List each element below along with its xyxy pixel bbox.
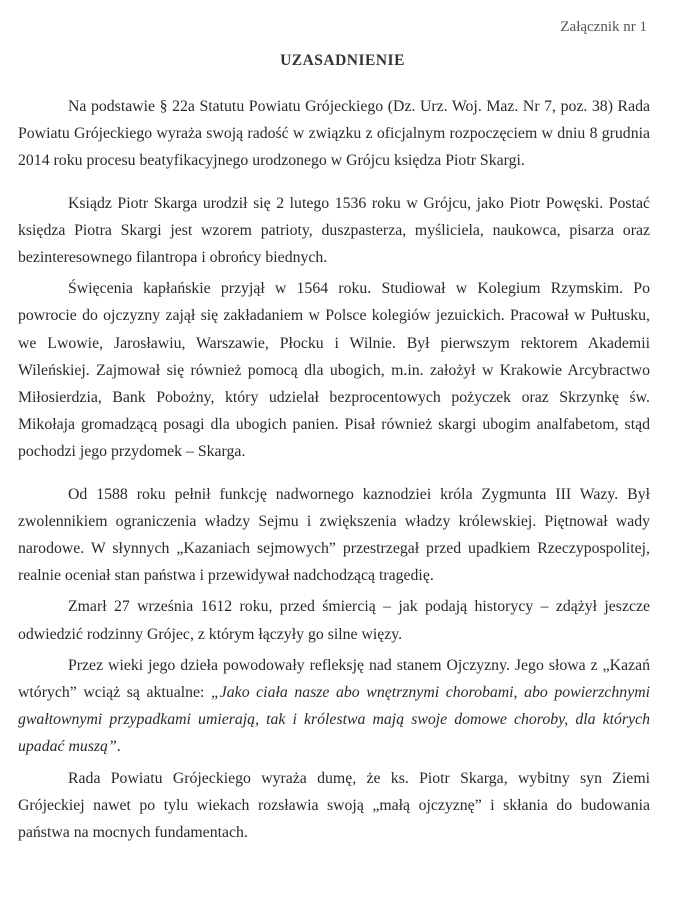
paragraph-legacy — [18, 652, 650, 761]
annex-label: Załącznik nr 1 — [560, 19, 647, 35]
document-body — [18, 93, 650, 846]
paragraph-intro: Na podstawie § 22a Statutu Powiatu Grójeckiego (Dz. Urz. Woj. Maz. Nr 7, poz. 38) Rada Powiatu Grójeckiego wyraża swoją radość w związku z oficjalnym rozpoczęciem w dniu 8 grudnia 2014 roku procesu beatyfikacyjnego urodzonego w Grójcu księdza Piotr Skargi. — [18, 98, 650, 170]
paragraph-preacher: Od 1588 roku pełnił funkcję nadwornego kaznodziei króla Zygmunta III Wazy. Był zwolennikiem ograniczenia władzy Sejmu i zwiększenia władzy królewskiej. Piętnował wady narodowe. W słynnych „Kazaniach sejmowych” przestrzegał przed upadkiem Rzeczypospolitej, realnie oceniał stan państwa i przewidywał nadchodzącą tragedię. — [18, 485, 650, 585]
legacy-text: Przez wieki jego dzieła powodowały refleksję nad stanem Ojczyzny. Jego słowa z „Kazań wtórych” wciąż są aktualne: — [18, 656, 650, 702]
paragraph-death: Zmarł 27 września 1612 roku, przed śmiercią – jak podają historycy – zdążył jeszcze odwiedzić rodzinny Grójec, z którym łączyły go silne więzy. — [18, 598, 650, 643]
document-title: UZASADNIENIE — [280, 52, 405, 69]
paragraph-birth: Ksiądz Piotr Skarga urodził się 2 lutego 1536 roku w Grójcu, jako Piotr Powęski. Postać księdza Piotra Skargi jest wzorem patrioty, duszpasterza, myśliciela, naukowca, pisarza oraz bezinteresownego filantropa i obrońcy biednych. — [18, 194, 650, 267]
legacy-quote: „Jako ciała nasze abo wnętrznymi chorobami, abo powierzchnymi gwałtownymi przypadkami umierają, tak i królestwa mają swoje domowe choroby, dla których upadać muszą” — [18, 684, 651, 756]
legacy-end: . — [116, 738, 121, 756]
paragraph-career: Święcenia kapłańskie przyjął w 1564 roku. Studiował w Kolegium Rzymskim. Po powrocie do ojczyzny zajął się zakładaniem w Polsce kolegiów jezuickich. Pracował w Pułtusku, we Lwowie, Jarosławiu, Warszawie, Płocku i Wilnie. Był pierwszym rektorem Akademii Wileńskiej. Zajmował się również pomocą dla ubogich, m.in. założył w Krakowie Arcybractwo Miłosierdzia, Bank Pobożny, który udzielał bezprocentowych pożyczek oraz Skrzynkę św. Mikołaja gromadzącą posagi dla ubogich panien. Pisał również skargi ubogim analfabetom, stąd pochodzi jego przydomek – Skarga. — [18, 280, 650, 461]
paragraph-closing: Rada Powiatu Grójeckiego wyraża dumę, że ks. Piotr Skarga, wybitny syn Ziemi Grójeckiej nawet po tylu wiekach rozsławia swoją „małą ojczyznę” i skłania do budowania państwa na mocnych fundamentach. — [18, 769, 650, 842]
